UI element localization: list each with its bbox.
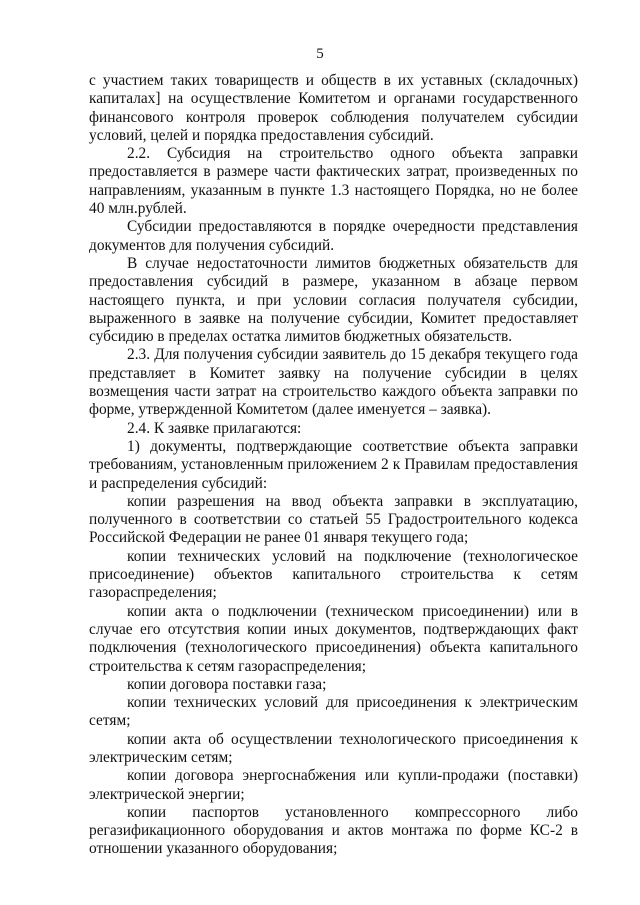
document-body xyxy=(89,72,578,859)
list-subitem: копии договора поставки газа; xyxy=(127,675,327,693)
list-subitem: копии технических условий на подключение (технологическое присоединение) объектов капитального строительства к сетям газораспределения; xyxy=(89,547,578,602)
list-subitem: копии паспортов установленного компрессорного либо регазификационного оборудования и актов монтажа по форме КС-2 в отношении указанного оборудования; xyxy=(89,803,578,858)
list-subitem: копии технических условий для присоединения к электрическим сетям; xyxy=(89,694,578,730)
paragraph-insufficient-limits: В случае недостаточности лимитов бюджетных обязательств для предоставления субсидий в размере, указанном в абзаце первом настоящего пункта, и при условии согласия получателя субсидии, выраженного в заявке на получение субсидии, Комитет предоставляет субсидию в пределах остатка лимитов бюджетных обязательств. xyxy=(89,254,578,346)
paragraph-2-2: 2.2. Субсидия на строительство одного объекта заправки предоставляется в размере части фактических затрат, произведенных по направлениям, указанным в пункте 1.3 настоящего Порядка, но не более 40 млн.рублей. xyxy=(89,145,578,218)
paragraph-order: Субсидии предоставляются в порядке очередности представления документов для получения субсидий. xyxy=(89,218,578,254)
list-subitem: копии договора энергоснабжения или купли-продажи (поставки) электрической энергии; xyxy=(89,767,578,803)
paragraph-2-3: 2.3. Для получения субсидии заявитель до 15 декабря текущего года представляет в Комитет заявку на получение субсидии в целях возмещения части затрат на строительство каждого объекта заправки по форме, утвержденной Комитетом (далее именуется – заявка). xyxy=(89,346,578,419)
paragraph-2-4: 2.4. К заявке прилагаются: xyxy=(127,419,302,437)
page-number: 5 xyxy=(316,46,324,62)
list-subitem: копии акта об осуществлении технологического присоединения к электрическим сетям; xyxy=(89,730,578,766)
list-subitem: копии разрешения на ввод объекта заправки в эксплуатацию, полученного в соответствии со статьей 55 Градостроительного кодекса Российской Федерации не ранее 01 января текущего года; xyxy=(89,492,578,547)
list-subitem: копии акта о подключении (техническом присоединении) или в случае его отсутствия копии иных документов, подтверждающих факт подключения (технологического присоединения) объекта капитального строительства к сетям газораспределения; xyxy=(89,602,578,675)
paragraph-continuation: с участием таких товариществ и обществ в их уставных (складочных) капиталах] на осуществление Комитетом и органами государственного финансового контроля проверок соблюдения получателем субсидии условий, целей и порядка предоставления субсидий. xyxy=(89,72,578,144)
list-item-1: 1) документы, подтверждающие соответствие объекта заправки требованиям, установленным приложением 2 к Правилам предоставления и распределения субсидий: xyxy=(89,437,578,492)
